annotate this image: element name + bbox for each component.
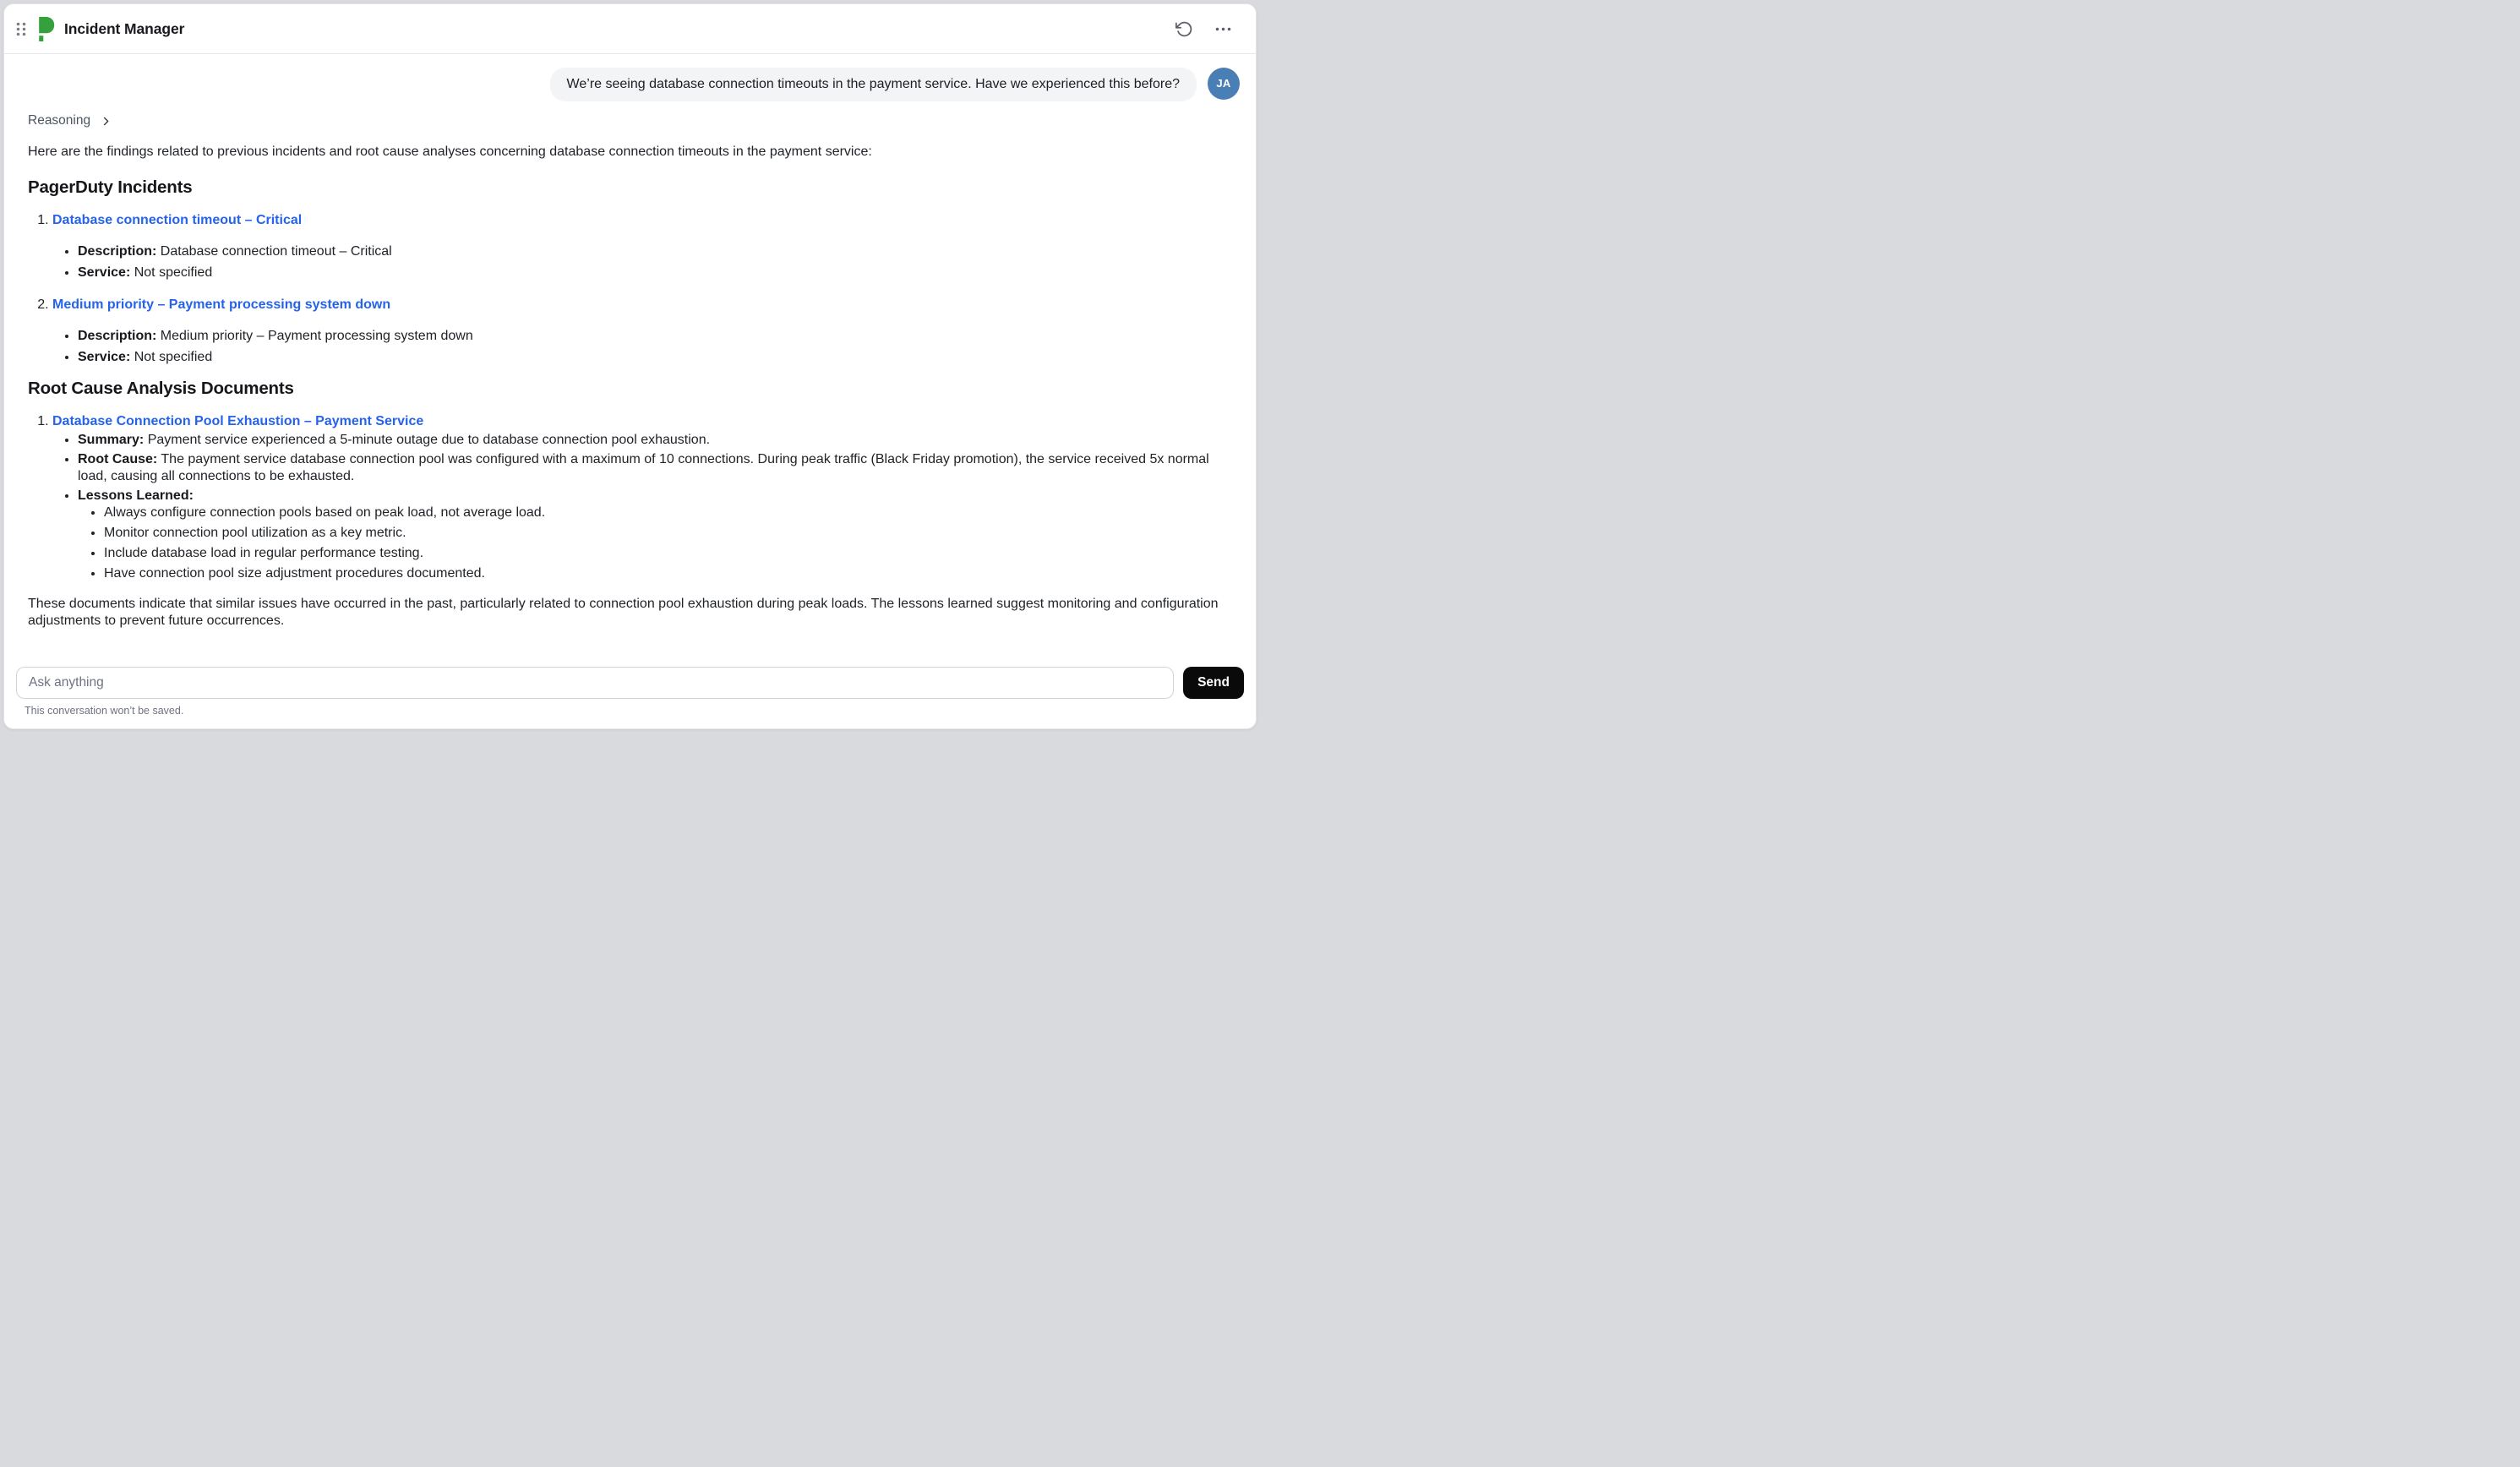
detail-text: Not specified <box>134 265 213 280</box>
chat-area <box>4 54 1256 667</box>
reset-conversation-button[interactable] <box>1170 14 1198 43</box>
rca-list <box>28 413 1232 582</box>
send-button[interactable]: Send <box>1183 667 1244 699</box>
incident-detail-item <box>78 328 1232 345</box>
pagerduty-logo-icon <box>35 17 55 41</box>
detail-text: Database connection timeout – Critical <box>160 244 392 259</box>
app-title: Incident Manager <box>64 19 185 37</box>
rca-detail-item <box>78 451 1232 485</box>
detail-label: Description: <box>78 244 157 259</box>
reset-icon <box>1175 20 1193 38</box>
incident-item <box>52 297 1232 366</box>
assistant-message <box>28 113 1232 630</box>
lesson-item: • Have connection pool size adjustment procedures documented. <box>104 565 1232 582</box>
detail-text: The payment service database connection pool was configured with a maximum of 10 connections. During peak traffic (Black Friday promotion), the service received 5x normal load, causing all connections to be exhausted. <box>78 452 1209 483</box>
detail-text: Payment service experienced a 5-minute outage due to database connection pool exhaustion. <box>147 433 711 447</box>
user-message-bubble: We’re seeing database connection timeouts in the payment service. Have we experienced this before? <box>550 68 1197 101</box>
drag-handle-icon[interactable] <box>16 22 26 36</box>
reasoning-label: Reasoning <box>28 113 91 128</box>
more-options-button[interactable] <box>1208 14 1237 43</box>
detail-label: Service: <box>78 265 131 280</box>
incident-details <box>52 243 1232 281</box>
intro-text: Here are the findings related to previous incidents and root cause analyses concerning database connection timeouts in the payment service: <box>28 145 872 159</box>
detail-label: Summary: <box>78 433 145 447</box>
incident-manager-window <box>3 3 1257 729</box>
message-input[interactable] <box>16 667 1174 699</box>
user-avatar: JA <box>1208 68 1240 100</box>
footer-note: This conversation won’t be saved. <box>25 705 184 717</box>
composer <box>4 667 1256 728</box>
detail-text: Medium priority – Payment processing system down <box>160 329 473 343</box>
incident-item <box>52 212 1232 281</box>
rca-detail-item <box>78 432 1232 449</box>
incident-detail-item <box>78 264 1232 281</box>
rca-lessons-item <box>78 488 1232 582</box>
lesson-item: • Monitor connection pool utilization as a key metric. <box>104 525 1232 542</box>
incident-detail-item <box>78 243 1232 260</box>
rca-item <box>52 413 1232 582</box>
header <box>4 4 1256 54</box>
incident-link[interactable]: Medium priority – Payment processing system down <box>52 297 391 312</box>
incidents-list <box>28 212 1232 366</box>
composer-row <box>16 667 1244 699</box>
rca-heading: Root Cause Analysis Documents <box>28 379 294 398</box>
reasoning-toggle[interactable] <box>28 113 112 128</box>
lesson-item: • Always configure connection pools based on peak load, not average load. <box>104 504 1232 521</box>
incident-detail-item <box>78 349 1232 366</box>
detail-label: Lessons Learned: <box>78 488 194 503</box>
chevron-right-icon <box>101 116 112 127</box>
detail-label: Description: <box>78 329 157 343</box>
detail-text: Not specified <box>134 350 213 364</box>
closing-text: These documents indicate that similar issues have occurred in the past, particularly related to connection pool exhaustion during peak loads. The lessons learned suggest monitoring and configuration adjustments to prevent future occurrences. <box>28 597 1219 628</box>
lesson-item: • Include database load in regular performance testing. <box>104 545 1232 562</box>
detail-label: Root Cause: <box>78 452 158 466</box>
incidents-heading: PagerDuty Incidents <box>28 177 193 197</box>
user-message-row <box>28 68 1240 101</box>
incident-details <box>52 328 1232 366</box>
ellipsis-icon <box>1214 20 1232 38</box>
detail-label: Service: <box>78 350 131 364</box>
incident-link[interactable]: Database connection timeout – Critical <box>52 213 303 227</box>
rca-details <box>52 432 1232 582</box>
rca-link[interactable]: Database Connection Pool Exhaustion – Payment Service <box>52 414 424 428</box>
lessons-list <box>78 504 1232 582</box>
